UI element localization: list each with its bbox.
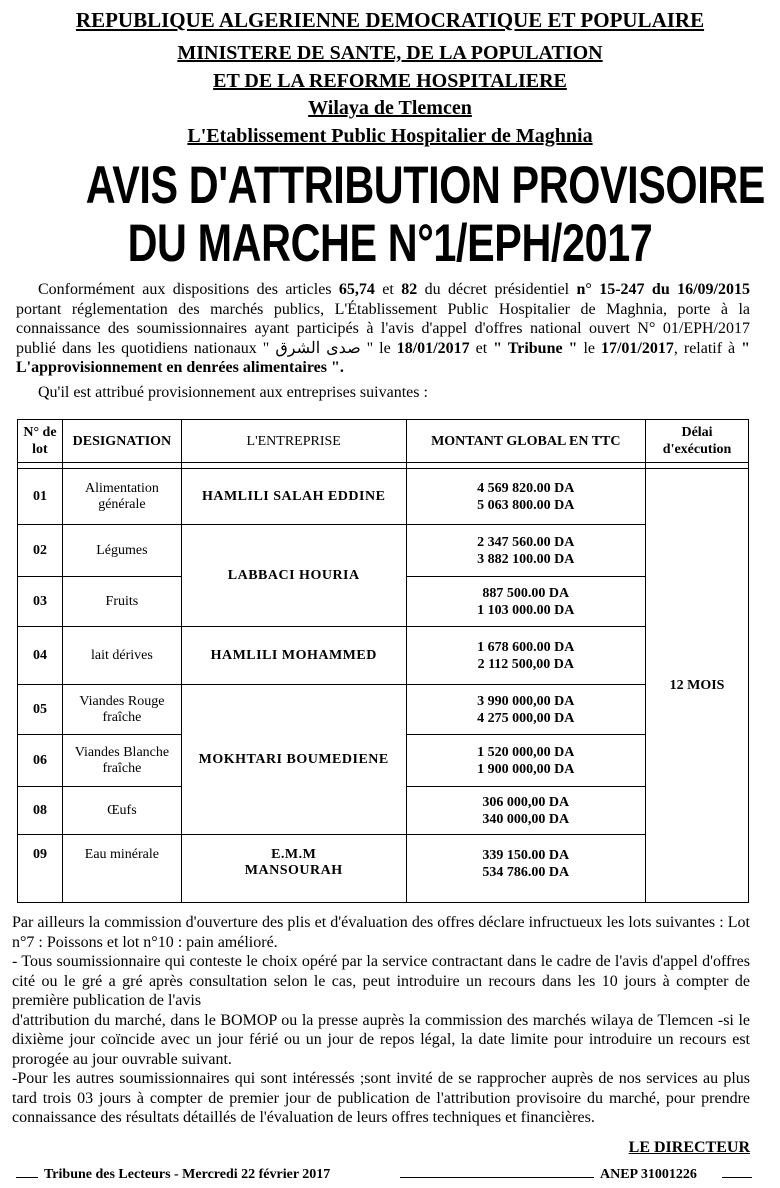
table-row	[18, 469, 749, 525]
lot-amounts: 3 990 000,00 DA 4 275 000,00 DA	[406, 685, 646, 735]
footer-paragraph: -Pour les autres soumissionnaires qui sont intéressés ;sont invité de se rapprocher auprès de nos services au plus tard trois 03 jours à compter de premier jour de publication de l'attribution provisoire du marché, pour prendre connaissance des résultats détaillés de l'évaluation de leurs offres techniques et financières.	[12, 1070, 750, 1126]
signature: LE DIRECTEUR	[628, 1139, 750, 1156]
notice-subtitle: DU MARCHE N°1/EPH/2017	[127, 214, 653, 273]
lot-number: 02	[18, 525, 63, 577]
intro-line: Qu'il est attribué provisionnement aux entreprises suivantes :	[38, 384, 428, 401]
lot-number: 06	[18, 735, 63, 787]
lot-amounts: 1 520 000,00 DA 1 900 000,00 DA	[406, 735, 646, 787]
lot-designation: Œufs	[62, 787, 181, 835]
page-footer	[0, 1166, 780, 1186]
table-row	[18, 525, 749, 577]
header-wilaya: Wilaya de Tlemcen	[308, 97, 472, 119]
delai-value: 12 MOIS	[646, 469, 749, 903]
table-header-row	[18, 420, 749, 463]
footer-paragraph: d'attribution du marché, dans le BOMOP ou la presse auprès la commission des marchés wilaya de Tlemcen -si le dixième jour coïncide avec un jour férié ou un jour de repos légal, la date limite pour introduire un recours est prorogée au jour ouvrable suivant.	[12, 1011, 750, 1068]
lot-number: 09	[18, 835, 63, 903]
lot-amounts: 2 347 560.00 DA 3 882 100.00 DA	[406, 525, 646, 577]
header-entreprise: L'ENTREPRISE	[181, 420, 406, 463]
arabic-newspaper-name: صدى الشرق	[275, 339, 361, 357]
footer-rule	[400, 1177, 594, 1178]
lot-amounts: 339 150.00 DA 534 786.00 DA	[406, 835, 646, 903]
header-designation: DESIGNATION	[62, 420, 181, 463]
lot-number: 04	[18, 627, 63, 685]
notice-title: AVIS D'ATTRIBUTION PROVISOIRE	[85, 156, 765, 215]
header-delai: Délai d'exécution	[646, 420, 749, 463]
header-ministry: MINISTERE DE SANTE, DE LA POPULATION	[177, 42, 603, 64]
attribution-table	[17, 419, 749, 903]
lot-designation: lait dérives	[62, 627, 181, 685]
lot-designation: Fruits	[62, 577, 181, 627]
table-row	[18, 835, 749, 903]
lot-amounts: 1 678 600.00 DA 2 112 500,00 DA	[406, 627, 646, 685]
lot-designation: Eau minérale	[62, 835, 181, 903]
lot-entreprise: MOKHTARI BOUMEDIENE	[181, 685, 406, 835]
lot-amounts: 887 500.00 DA 1 103 000.00 DA	[406, 577, 646, 627]
lot-entreprise: LABBACI HOURIA	[181, 525, 406, 627]
lot-amounts: 4 569 820.00 DA 5 063 800.00 DA	[406, 469, 646, 525]
lot-designation: Alimentation générale	[62, 469, 181, 525]
header-montant: MONTANT GLOBAL EN TTC	[406, 420, 646, 463]
lot-entreprise: E.M.M MANSOURAH	[181, 835, 406, 903]
lot-number: 05	[18, 685, 63, 735]
footer-text	[12, 913, 750, 1128]
table-row	[18, 685, 749, 735]
lot-number: 01	[18, 469, 63, 525]
lot-designation: Viandes Blanche fraîche	[62, 735, 181, 787]
lot-number: 08	[18, 787, 63, 835]
intro-paragraph: Conformément aux dispositions des articles 65,74 et 82 du décret présidentiel n° 15-247 du 16/09/2015 portant réglementation des marchés publics, L'Établissement Public Hospitalier de Maghnia, porte à la connaissance des soumissionnaires ayant participés à l'avis d'appel d'offres national ouvert N° 01/EPH/2017 publié dans les quotidiens nationaux " صدى الشرق " le 18/01/2017 et " Tribune " le 17/01/2017, relatif à " L'approvisionnement en denrées alimentaires ".	[16, 281, 751, 376]
lot-designation: Légumes	[62, 525, 181, 577]
footer-rule	[722, 1177, 752, 1178]
lot-entreprise: HAMLILI MOHAMMED	[181, 627, 406, 685]
lot-entreprise: HAMLILI SALAH EDDINE	[181, 469, 406, 525]
footer-paragraph: Par ailleurs la commission d'ouverture des plis et d'évaluation des offres déclare infructueux les lots suivantes : Lot n°7 : Poissons et lot n°10 : pain amélioré.	[12, 914, 750, 951]
footer-rule	[16, 1177, 38, 1178]
header-republic: REPUBLIQUE ALGERIENNE DEMOCRATIQUE ET POPULAIRE	[75, 8, 705, 32]
lot-designation: Viandes Rouge fraîche	[62, 685, 181, 735]
footer-paragraph: - Tous soumissionnaire qui conteste le choix opéré par la service contractant dans le cadre de l'avis d'appel d'offres cité ou le gré a gré après consultation selon le cas, peut introduire un recours dans les 10 jours à compter de première publication de l'avis	[12, 953, 750, 1009]
table-row	[18, 627, 749, 685]
anep-reference: ANEP 31001226	[600, 1167, 697, 1182]
publication-line: Tribune des Lecteurs - Mercredi 22 février 2017	[44, 1167, 331, 1182]
header-ministry-line2: ET DE LA REFORME HOSPITALIERE	[213, 70, 567, 92]
header-lot: N° de lot	[18, 420, 63, 463]
lot-number: 03	[18, 577, 63, 627]
header-establishment: L'Etablissement Public Hospitalier de Maghnia	[187, 125, 593, 147]
lot-amounts: 306 000,00 DA 340 000,00 DA	[406, 787, 646, 835]
